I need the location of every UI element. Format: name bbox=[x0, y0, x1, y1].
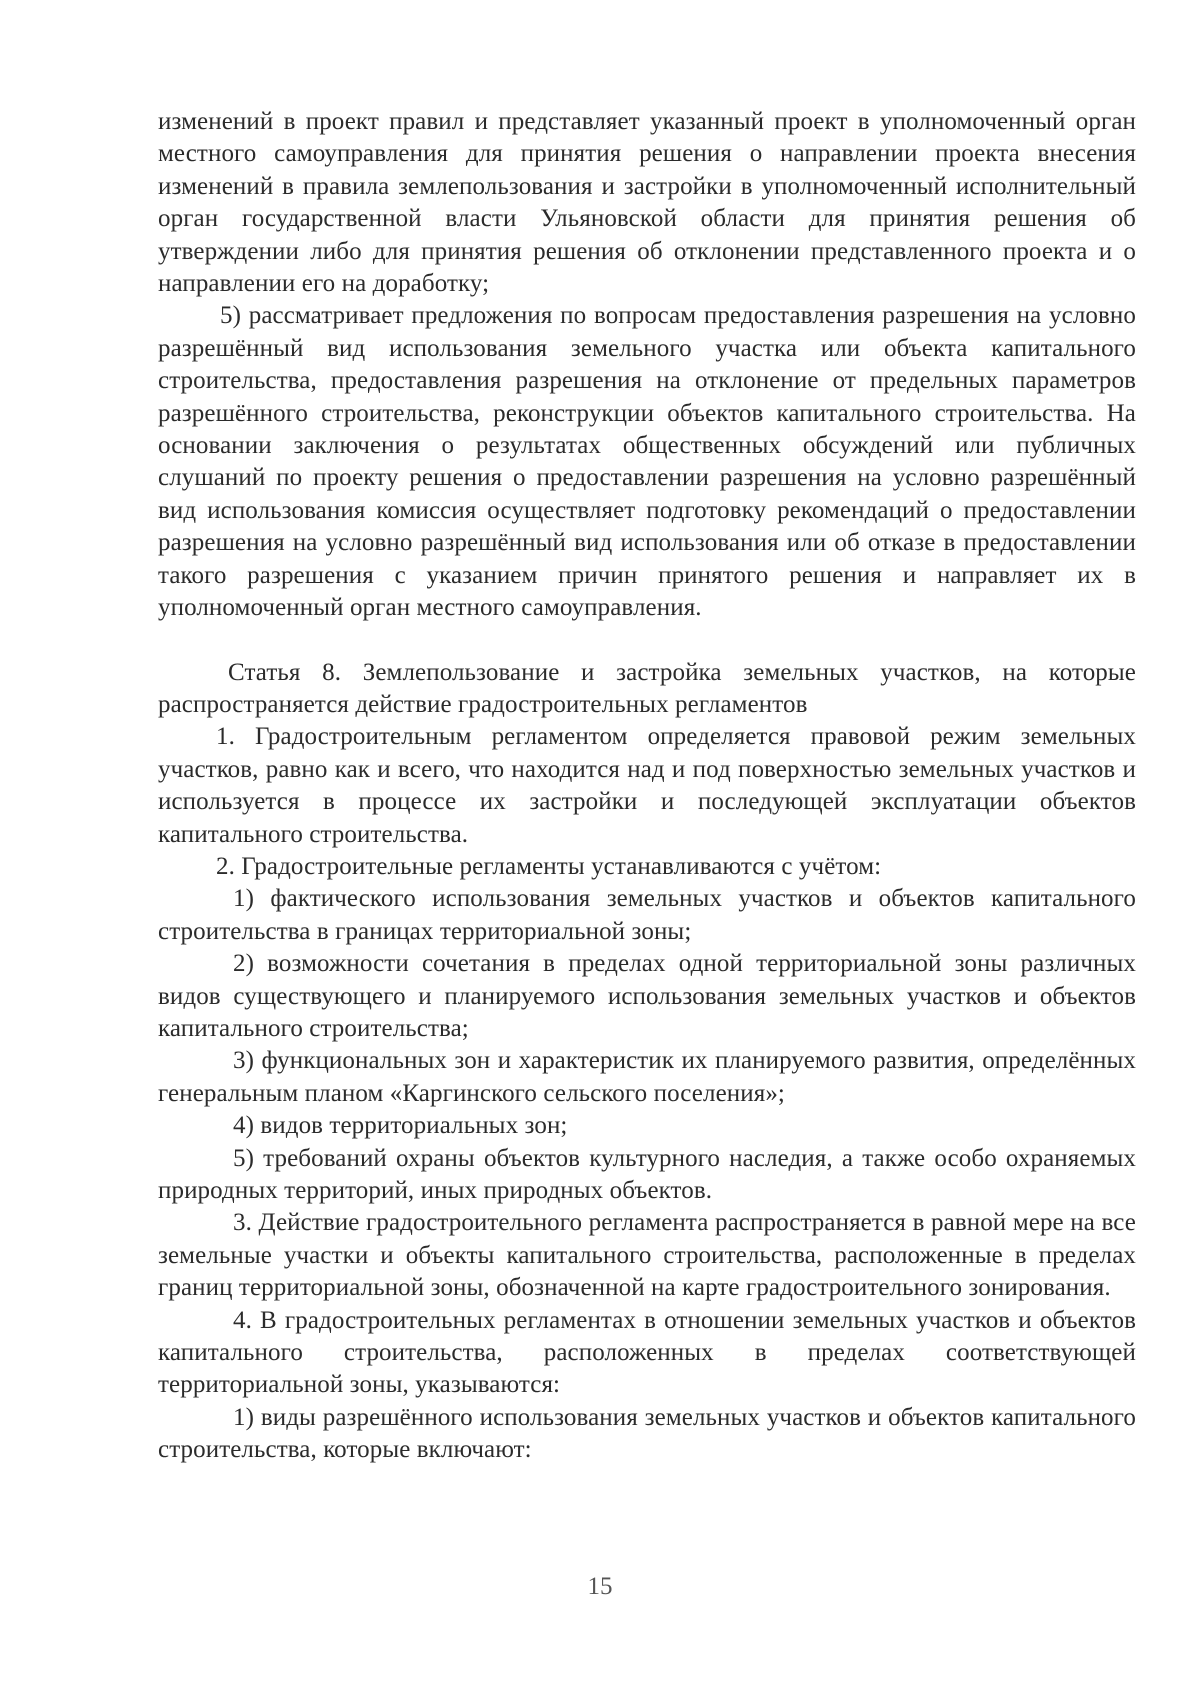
list-item-5: 5) требований охраны объектов культурного наследия, а также особо охраняемых природных территорий, иных природных объектов. bbox=[158, 1144, 1136, 1204]
paragraph-point-1: 1. Градостроительным регламентом определяется правовой режим земельных участков, равно как и всего, что находится над и под поверхностью земельных участков и используется в процессе их застройки и последующей эксплуатации объектов капитального строительства. bbox=[158, 723, 1136, 848]
page-number: 15 bbox=[587, 1573, 613, 1600]
paragraph-point-3: 3. Действие градостроительного регламента распространяется в равной мере на все земельные участки и объекты капитального строительства, расположенные в пределах границ территориальной зоны, обозначенной на карте градостроительного зонирования. bbox=[158, 1209, 1136, 1302]
article-8-heading: Статья 8. Землепользование и застройка земельных участков, на которые распространяется действие градостроительных регламентов bbox=[158, 658, 1136, 718]
paragraph-continuation: изменений в проект правил и представляет указанный проект в уполномоченный орган местного самоуправления для принятия решения о направлении проекта внесения изменений в правила землепользования и застройки в уполномоченный исполнительный орган государственной власти Ульяновской области для принятия решения об утверждении либо для принятия решения об отклонении представленного проекта и о направлении его на доработку; bbox=[158, 108, 1136, 298]
list-item-1: 1) фактического использования земельных участков и объектов капитального строительства в границах территориальной зоны; bbox=[158, 885, 1136, 945]
paragraph-point-4: 4. В градостроительных регламентах в отношении земельных участков и объектов капитального строительства, расположенных в пределах соответствующей территориальной зоны, указываются: bbox=[158, 1306, 1136, 1399]
list-item-2: 2) возможности сочетания в пределах одной территориальной зоны различных видов существующего и планируемого использования земельных участков и объектов капитального строительства; bbox=[158, 950, 1136, 1042]
list-item-3: 3) функциональных зон и характеристик их планируемого развития, определённых генеральным планом «Каргинского сельского поселения»; bbox=[158, 1047, 1136, 1107]
list-item-types-of-use: 1) виды разрешённого использования земельных участков и объектов капитального строительства, которые включают: bbox=[158, 1403, 1136, 1464]
paragraph-point-2: 2. Градостроительные регламенты устанавливаются с учётом: bbox=[216, 852, 882, 880]
paragraph-item-5: 5) рассматривает предложения по вопросам предоставления разрешения на условно разрешённый вид использования земельного участка или объекта капитального строительства, предоставления разрешения на отклонение от предельных параметров разрешённого строительства, реконструкции объектов капитального строительства. На основании заключения о результатах общественных обсуждений или публичных слушаний по проекту решения о предоставлении разрешения на условно разрешённый вид использования комиссия осуществляет подготовку рекомендаций о предоставлении разрешения на условно разрешённый вид использования или об отказе в предоставлении такого разрешения с указанием причин принятого решения и направляет их в уполномоченный орган местного самоуправления. bbox=[158, 302, 1136, 622]
document-body bbox=[158, 106, 1136, 1467]
spacer bbox=[158, 625, 1136, 657]
list-item-4: 4) видов территориальных зон; bbox=[233, 1112, 568, 1140]
